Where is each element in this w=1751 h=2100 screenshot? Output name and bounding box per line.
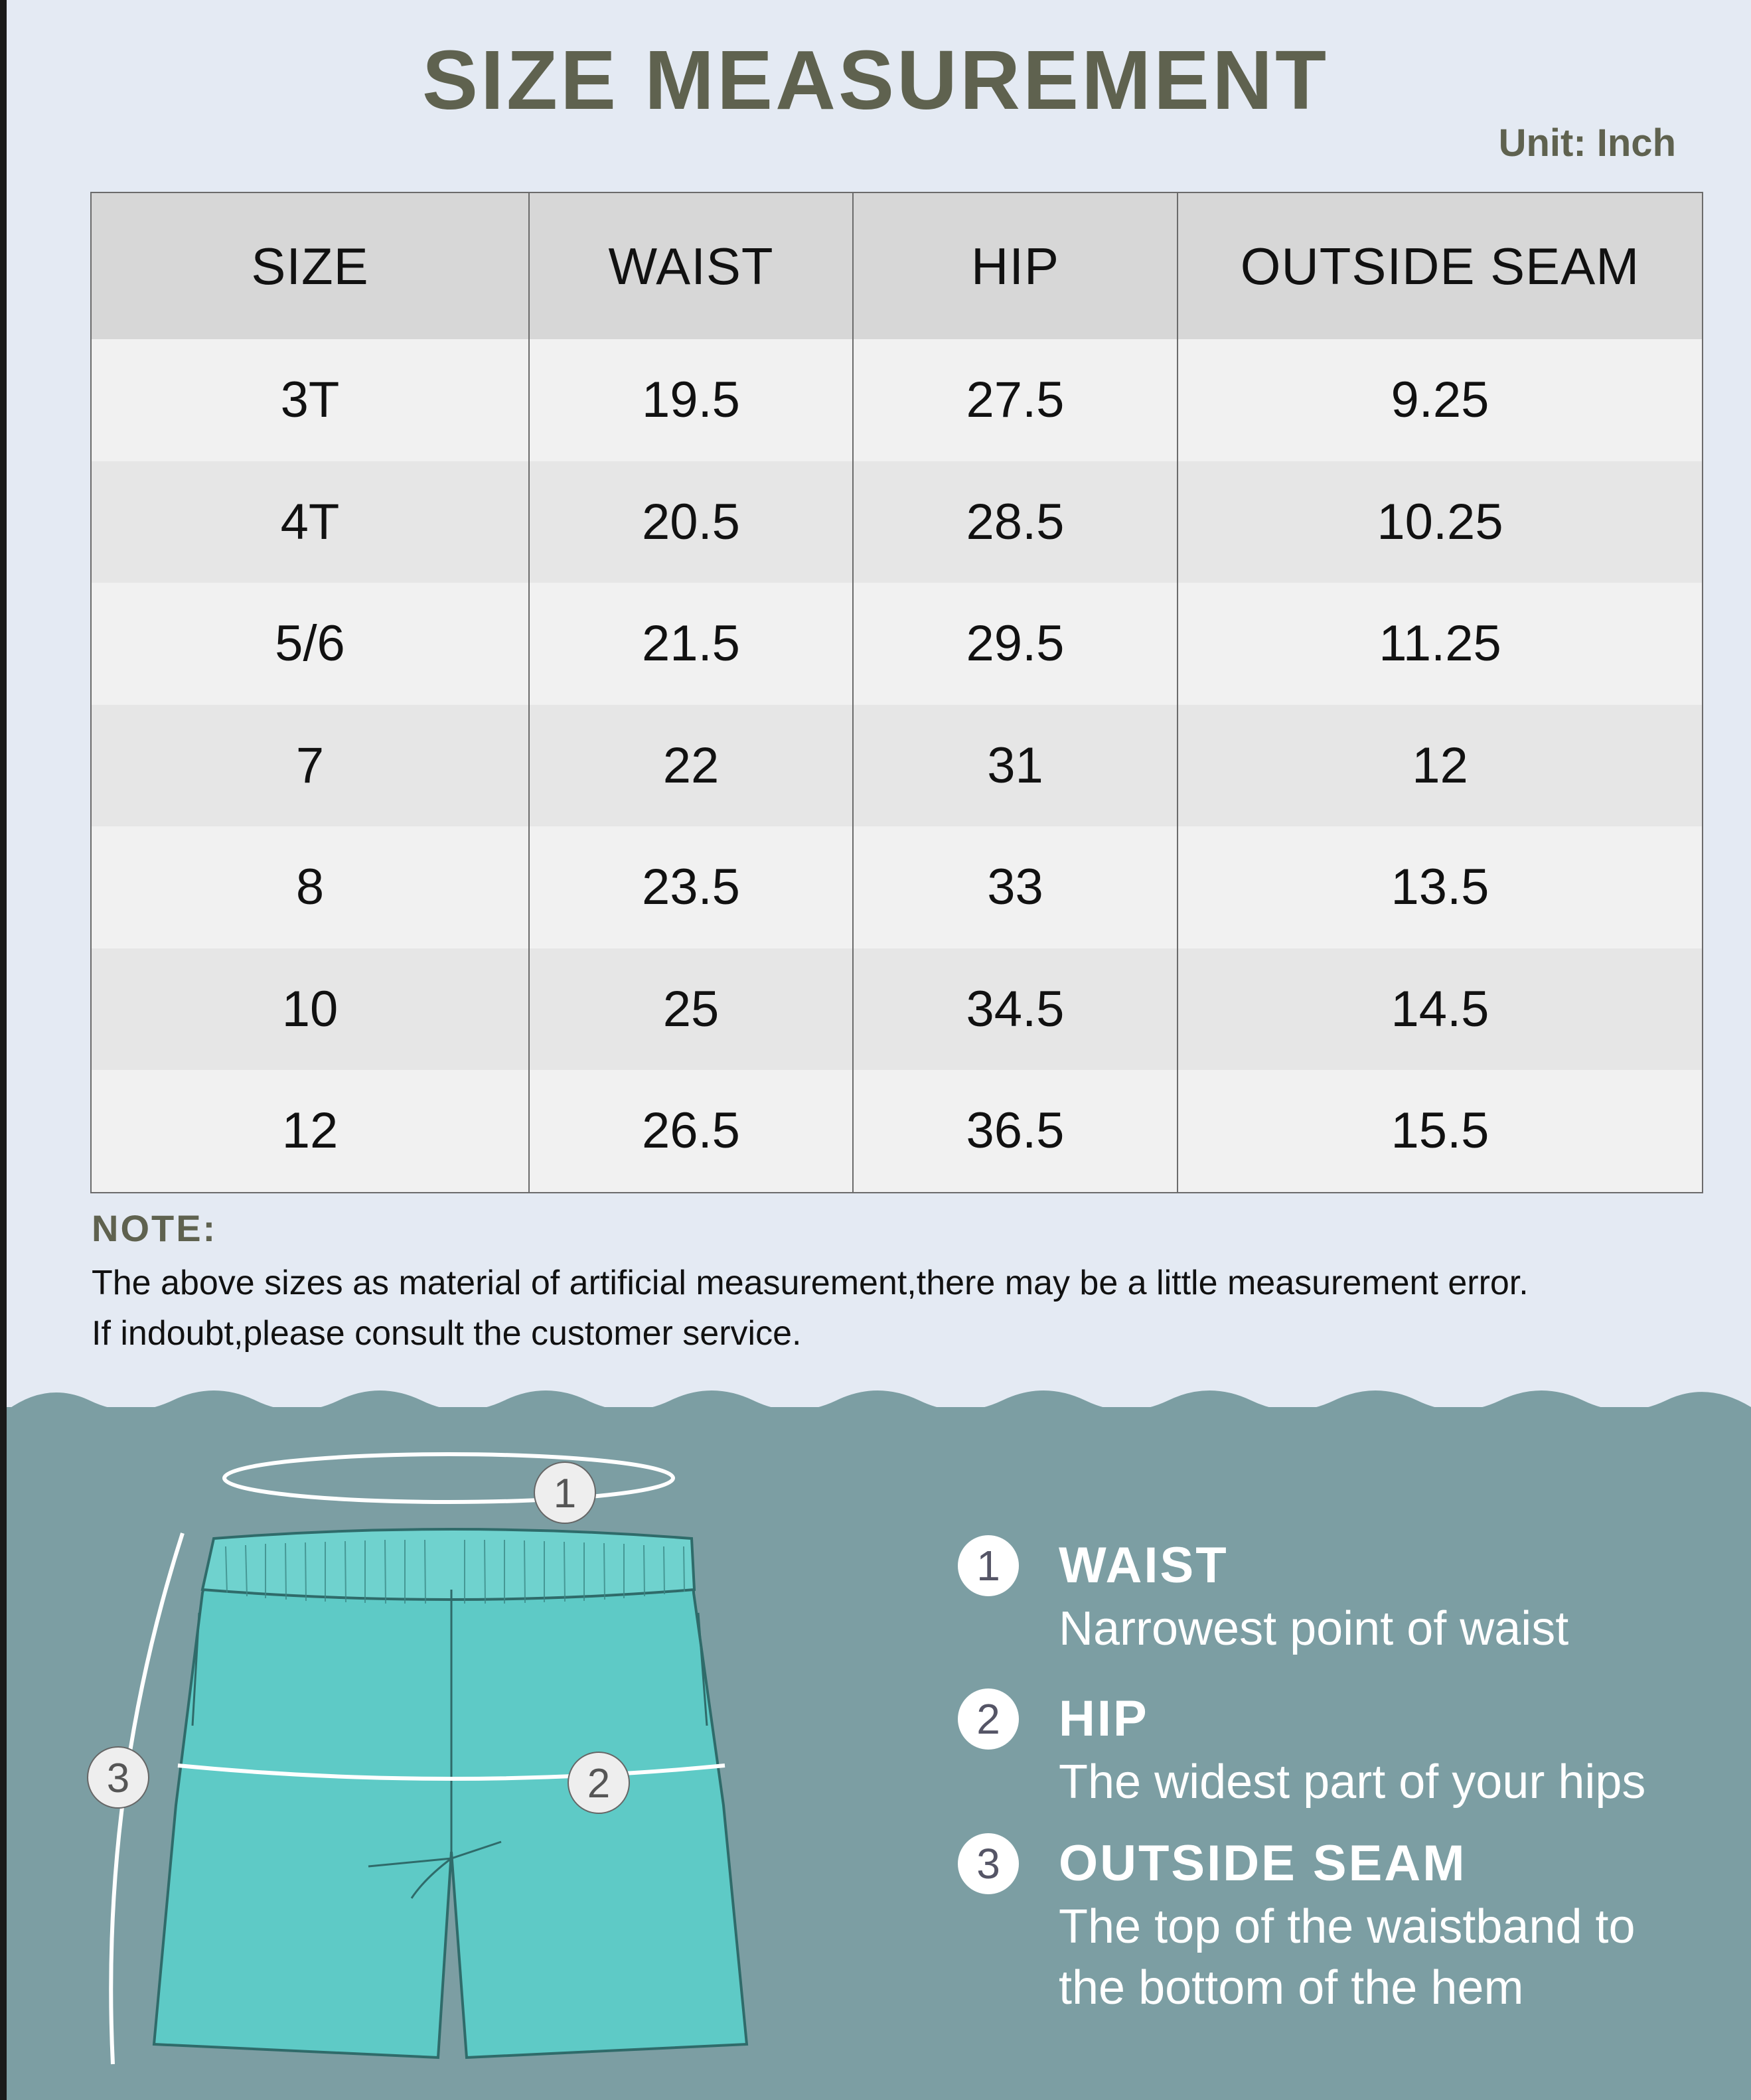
header-waist: WAIST bbox=[529, 192, 853, 339]
waist-marker bbox=[534, 1462, 595, 1523]
cell-size: 5/6 bbox=[91, 583, 529, 705]
table-row bbox=[91, 1070, 1703, 1193]
table-row bbox=[91, 461, 1703, 583]
legend-desc: Narrowest point of waist bbox=[1059, 1602, 1569, 1655]
cell-outside-seam: 12 bbox=[1178, 705, 1703, 827]
cell-waist: 20.5 bbox=[529, 461, 853, 583]
cell-waist: 23.5 bbox=[529, 826, 853, 948]
waistband bbox=[202, 1529, 694, 1600]
header-hip: HIP bbox=[853, 192, 1178, 339]
cell-waist: 22 bbox=[529, 705, 853, 827]
cell-waist: 21.5 bbox=[529, 583, 853, 705]
outside-seam-marker bbox=[88, 1747, 149, 1808]
header-size: SIZE bbox=[91, 192, 529, 339]
table-row bbox=[91, 705, 1703, 827]
waist-ellipse bbox=[224, 1454, 673, 1502]
cell-hip: 28.5 bbox=[853, 461, 1178, 583]
legend-desc-line: the bottom of the hem bbox=[1059, 1961, 1524, 2014]
table-header-row bbox=[91, 192, 1703, 339]
cell-waist: 25 bbox=[529, 948, 853, 1071]
table-row bbox=[91, 339, 1703, 461]
cell-hip: 29.5 bbox=[853, 583, 1178, 705]
shorts-diagram bbox=[0, 1427, 797, 2100]
svg-text:3: 3 bbox=[106, 1756, 130, 1801]
header-outside-seam: OUTSIDE SEAM bbox=[1178, 192, 1703, 339]
legend-number-badge: 3 bbox=[958, 1833, 1019, 1894]
legend-title: OUTSIDE SEAM bbox=[1059, 1835, 1467, 1892]
cell-hip: 27.5 bbox=[853, 339, 1178, 461]
cell-size: 10 bbox=[91, 948, 529, 1071]
note-text bbox=[92, 1258, 1711, 1359]
cell-waist: 19.5 bbox=[529, 339, 853, 461]
legend-title: HIP bbox=[1059, 1690, 1149, 1747]
cell-waist: 26.5 bbox=[529, 1070, 853, 1193]
cell-size: 8 bbox=[91, 826, 529, 948]
table-row bbox=[91, 948, 1703, 1071]
cell-outside-seam: 13.5 bbox=[1178, 826, 1703, 948]
legend-desc-line: The top of the waistband to bbox=[1059, 1900, 1636, 1953]
cell-outside-seam: 14.5 bbox=[1178, 948, 1703, 1071]
note-line-1: The above sizes as material of artificial measurement,there may be a little measurement error. bbox=[92, 1264, 1529, 1302]
svg-text:1: 1 bbox=[553, 1471, 577, 1517]
cell-outside-seam: 11.25 bbox=[1178, 583, 1703, 705]
note-line-2: If indoubt,please consult the customer service. bbox=[92, 1314, 802, 1353]
unit-label: Unit: Inch bbox=[1498, 121, 1676, 165]
cell-outside-seam: 9.25 bbox=[1178, 339, 1703, 461]
legend-desc: The widest part of your hips bbox=[1059, 1756, 1646, 1809]
legend-number-badge: 2 bbox=[958, 1688, 1019, 1750]
cell-size: 7 bbox=[91, 705, 529, 827]
legend-desc bbox=[1059, 1896, 1636, 2018]
cell-hip: 36.5 bbox=[853, 1070, 1178, 1193]
legend-title: WAIST bbox=[1059, 1537, 1229, 1594]
cell-hip: 33 bbox=[853, 826, 1178, 948]
cell-outside-seam: 10.25 bbox=[1178, 461, 1703, 583]
cell-outside-seam: 15.5 bbox=[1178, 1070, 1703, 1193]
hip-marker bbox=[568, 1752, 629, 1813]
page-title: SIZE MEASUREMENT bbox=[421, 33, 1330, 127]
note-label: NOTE: bbox=[92, 1207, 218, 1249]
cell-size: 4T bbox=[91, 461, 529, 583]
table-row bbox=[91, 583, 1703, 705]
cell-hip: 31 bbox=[853, 705, 1178, 827]
legend-number-badge: 1 bbox=[958, 1535, 1019, 1596]
cell-hip: 34.5 bbox=[853, 948, 1178, 1071]
size-table bbox=[90, 192, 1703, 1193]
table-row bbox=[91, 826, 1703, 948]
cell-size: 12 bbox=[91, 1070, 529, 1193]
svg-text:2: 2 bbox=[587, 1761, 611, 1807]
cell-size: 3T bbox=[91, 339, 529, 461]
